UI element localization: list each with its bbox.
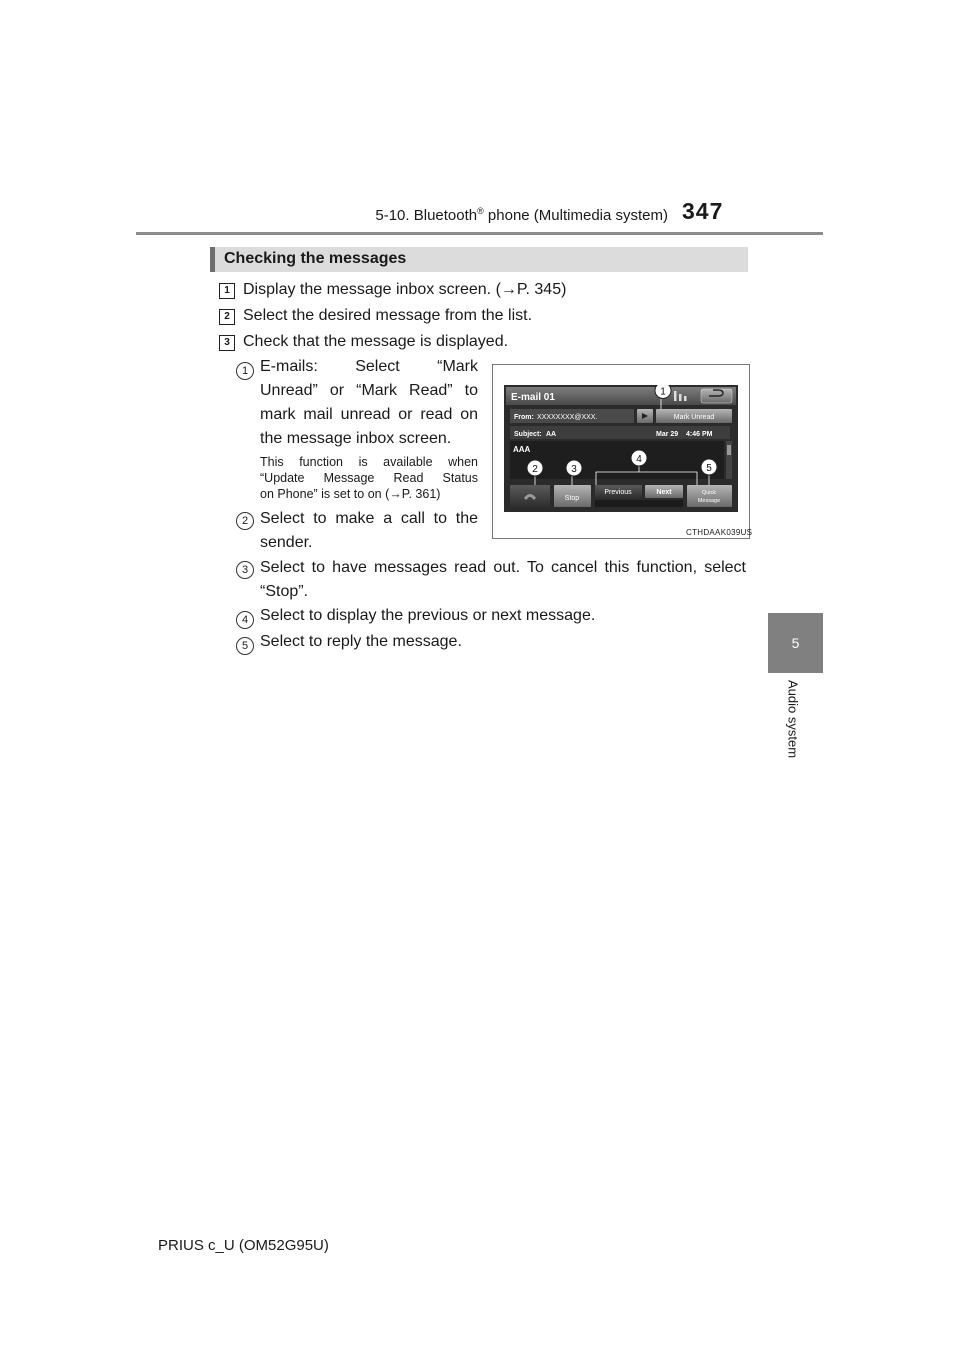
callout-1-line: E-mails: Select “Mark (260, 358, 478, 375)
callout-1-text (260, 355, 478, 451)
callout-2-text (260, 507, 478, 555)
section-heading-text: Checking the messages (224, 250, 407, 267)
chapter-name: Audio system (785, 680, 801, 759)
callout-5-text: Select to reply the message. (260, 633, 462, 650)
figure-callout-2 (527, 460, 543, 476)
callout-4-text: Select to display the previous or next message. (260, 607, 596, 624)
figure-callout-1-label: 1 (660, 386, 666, 398)
callout-3-line: “Stop”. (260, 583, 309, 600)
callout-3-line: Select to have messages read out. To cancel this function, select (260, 559, 746, 576)
callout-1-note (260, 454, 478, 502)
step-2-text: Select the desired message from the list. (243, 307, 533, 324)
chapter-label (748, 680, 838, 770)
callout-1-line: mark mail unread or read on (260, 406, 478, 423)
header-rule (136, 232, 823, 235)
figure-callout-3 (566, 460, 582, 476)
next-label: Next (656, 489, 672, 496)
message-date: Mar 29 (656, 431, 679, 438)
figure-code: CTHDAAK039US (686, 528, 753, 537)
message-nav-strip (595, 500, 683, 507)
note-line: “Update Message Read Status (260, 471, 478, 485)
header-title: 5-10. Bluetooth (375, 207, 478, 224)
note-line: This function is available when (260, 455, 478, 469)
callout-number-1: 1 (236, 362, 254, 380)
signal-icon (674, 391, 677, 401)
figure-callout-1 (655, 385, 671, 399)
page-number: 347 (682, 198, 724, 224)
figure-callout-3-label: 3 (571, 464, 577, 475)
callout-number-5: 5 (236, 637, 254, 655)
callout-2-line: Select to make a call to the (260, 510, 478, 527)
callout-3-text (260, 556, 746, 604)
callout-number-4: 4 (236, 611, 254, 629)
message-time: 4:46 PM (686, 431, 713, 438)
multimedia-screen (504, 385, 738, 512)
figure-callout-5-label: 5 (706, 463, 712, 474)
from-label: From: (514, 414, 534, 421)
from-value: XXXXXXXX@XXX. (537, 414, 598, 421)
message-body (510, 441, 724, 479)
callout-number-2: 2 (236, 512, 254, 530)
quick-message-label-line1: Quick (701, 490, 717, 496)
step-number-3: 3 (219, 335, 235, 351)
callout-1-line: Unread” or “Mark Read” to (260, 382, 478, 399)
figure-callout-2-label: 2 (532, 464, 538, 475)
chapter-tab: 5 (768, 613, 823, 673)
subject-value: AA (546, 431, 557, 438)
email-screen-illustration (504, 385, 738, 512)
registered-mark: ® (477, 206, 484, 216)
reception-icon (684, 396, 687, 401)
note-line: on Phone” is set to on (→P. 361) (260, 487, 441, 501)
running-header (0, 206, 668, 224)
subject-label: Subject: (514, 431, 542, 438)
footer-model: PRIUS c_U (OM52G95U) (158, 1237, 329, 1254)
figure-callout-5 (701, 459, 717, 475)
figure-callout-4-label: 4 (636, 454, 642, 465)
step-number-1: 1 (219, 283, 235, 299)
step-1-text: Display the message inbox screen. (→P. 345) (243, 281, 567, 298)
step-3-text: Check that the message is displayed. (243, 333, 509, 350)
message-body-text: AAA (513, 445, 531, 454)
battery-icon (679, 394, 682, 401)
step-number-2: 2 (219, 309, 235, 325)
section-heading (210, 247, 748, 272)
callout-1-line: the message inbox screen. (260, 430, 452, 447)
callout-number-3: 3 (236, 561, 254, 579)
previous-label: Previous (604, 489, 632, 496)
figure-callout-4 (631, 450, 647, 466)
scroll-thumb[interactable] (727, 445, 731, 455)
header-title-suffix: phone (Multimedia system) (483, 207, 668, 224)
callout-2-line: sender. (260, 534, 313, 551)
mark-unread-label: Mark Unread (673, 414, 715, 421)
stop-label: Stop (564, 495, 580, 502)
quick-message-label-line2: Message (697, 498, 721, 504)
screen-title: E-mail 01 (511, 392, 555, 403)
